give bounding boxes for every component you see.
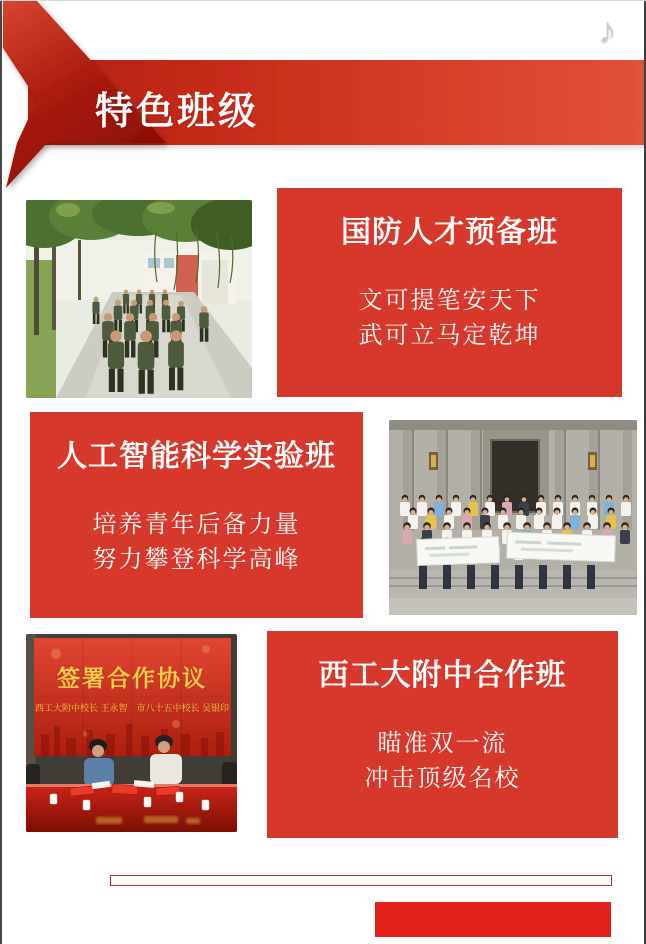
card-xigongda-coop-line-2: 冲击顶级名校 xyxy=(364,765,521,792)
page-title: 特色班级 xyxy=(95,91,260,133)
military-training-photo[interactable] xyxy=(26,200,252,398)
card-ai-science xyxy=(30,412,363,618)
card-national-defense-line-2: 武可立马定乾坤 xyxy=(358,322,541,349)
group-photo-building[interactable] xyxy=(389,420,637,615)
footer-red-box xyxy=(375,902,611,937)
music-note-icon[interactable]: ♪ xyxy=(598,10,617,51)
screen-subtitle: 西工大附中校长 王永智 市八十五中校长 吴银印 xyxy=(34,703,230,713)
card-national-defense-title: 国防人才预备班 xyxy=(341,216,558,249)
screen-title: 签署合作协议 xyxy=(57,665,207,691)
footer-outline-box xyxy=(110,875,612,886)
card-ai-science-title: 人工智能科学实验班 xyxy=(57,440,336,473)
card-ai-science-line-1: 培养青年后备力量 xyxy=(92,511,301,538)
card-xigongda-coop-title: 西工大附中合作班 xyxy=(318,659,567,692)
page-border-left xyxy=(0,0,2,944)
signing-ceremony-photo[interactable] xyxy=(26,634,237,832)
banner-sheet-left xyxy=(417,537,500,566)
page-border-top xyxy=(0,0,646,1)
banner-sheet-right xyxy=(507,532,616,562)
card-xigongda-coop xyxy=(267,631,618,838)
card-xigongda-coop-line-1: 瞄准双一流 xyxy=(377,730,508,757)
card-ai-science-line-2: 努力攀登科学高峰 xyxy=(92,546,301,573)
card-national-defense xyxy=(277,188,622,397)
card-national-defense-line-1: 文可提笔安天下 xyxy=(358,287,541,314)
